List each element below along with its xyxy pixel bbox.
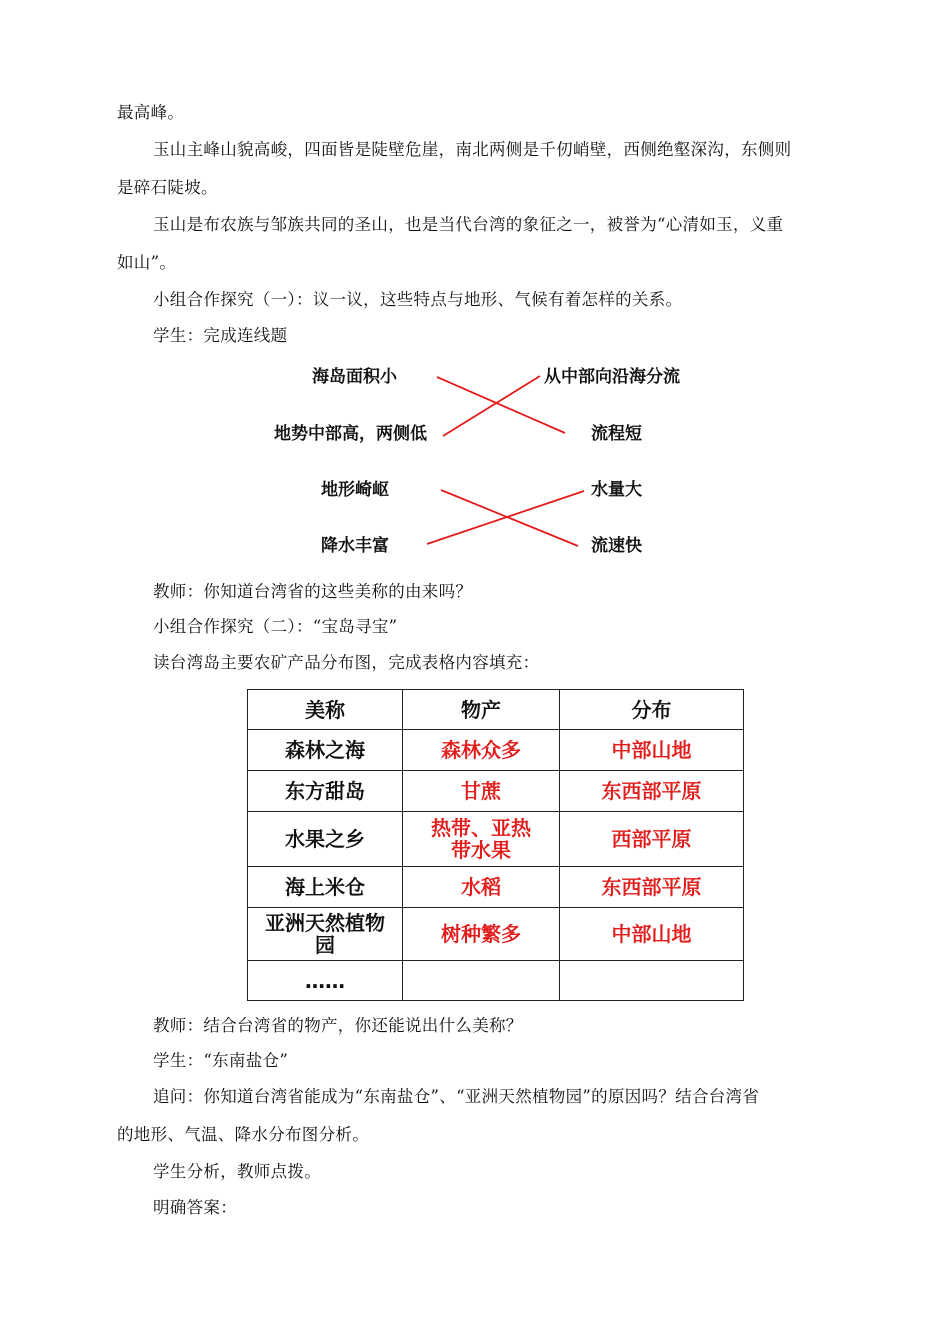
paragraph-line: 明确答案： xyxy=(153,1198,237,1217)
paragraph-line: 玉山主峰山貌高峻，四面皆是陡壁危崖，南北两侧是千仞峭壁，西侧绝壑深沟，东侧则 xyxy=(153,140,792,159)
paragraph-line: 学生分析，教师点拨。 xyxy=(153,1162,321,1181)
table-cell-product: 热带、亚热带水果 xyxy=(403,812,560,867)
paragraph-line: 读台湾岛主要农矿产品分布图，完成表格内容填充： xyxy=(153,653,540,672)
product-table xyxy=(247,689,744,1001)
paragraph-line: 追问：你知道台湾省能成为“东南盐仓”、“亚洲天然植物园”的原因吗？结合台湾省 xyxy=(153,1087,760,1106)
paragraph-line: 小组合作探究（二）：“宝岛寻宝” xyxy=(153,617,398,636)
match-right-item: 流速快 xyxy=(591,536,642,556)
match-line xyxy=(441,490,578,546)
match-left-item: 降水丰富 xyxy=(321,536,389,556)
paragraph-line: 学生：完成连线题 xyxy=(153,326,288,345)
match-line xyxy=(427,491,584,544)
table-cell-name: 森林之海 xyxy=(248,730,403,771)
table-cell-name: 亚洲天然植物园 xyxy=(248,908,403,961)
table-cell-area: 西部平原 xyxy=(560,812,744,867)
table-header-cell: 物产 xyxy=(403,690,560,730)
match-left-item: 地势中部高，两侧低 xyxy=(274,424,427,444)
table-cell-area xyxy=(560,961,744,1001)
paragraph-line: 小组合作探究（一）：议一议，这些特点与地形、气候有着怎样的关系。 xyxy=(153,290,683,309)
table-row xyxy=(248,961,744,1001)
table-cell-area: 东西部平原 xyxy=(560,867,744,908)
table-row xyxy=(248,771,744,812)
table-row xyxy=(248,730,744,771)
match-right-item: 流程短 xyxy=(591,424,642,444)
table-cell-product: 水稻 xyxy=(403,867,560,908)
match-left-item: 地形崎岖 xyxy=(321,480,389,500)
match-line xyxy=(443,376,540,436)
match-right-item: 从中部向沿海分流 xyxy=(544,367,680,387)
match-lines xyxy=(0,0,950,600)
table-cell-area: 中部山地 xyxy=(560,908,744,961)
table-cell-product: 树种繁多 xyxy=(403,908,560,961)
table-header-cell: 美称 xyxy=(248,690,403,730)
table-row xyxy=(248,867,744,908)
paragraph-line: 教师：你知道台湾省的这些美称的由来吗？ xyxy=(153,582,473,601)
paragraph-line: 玉山是布农族与邹族共同的圣山，也是当代台湾的象征之一，被誉为“心清如玉，义重 xyxy=(153,215,784,234)
paragraph-line: 最高峰。 xyxy=(117,103,185,122)
paragraph-line: 教师：结合台湾省的物产，你还能说出什么美称？ xyxy=(153,1016,523,1035)
match-right-item: 水量大 xyxy=(591,480,642,500)
table-cell-product xyxy=(403,961,560,1001)
table-cell-area: 东西部平原 xyxy=(560,771,744,812)
match-line xyxy=(437,377,565,433)
match-left-item: 海岛面积小 xyxy=(312,367,397,387)
table-row xyxy=(248,812,744,867)
paragraph-line: 学生：“东南盐仓” xyxy=(153,1051,289,1070)
table-cell-product: 森林众多 xyxy=(403,730,560,771)
table-cell-name: 水果之乡 xyxy=(248,812,403,867)
table-cell-area: 中部山地 xyxy=(560,730,744,771)
paragraph-line: 的地形、气温、降水分布图分析。 xyxy=(117,1125,369,1144)
table-header-row xyxy=(248,690,744,730)
paragraph-line: 如山”。 xyxy=(117,253,177,272)
table-row xyxy=(248,908,744,961)
table-cell-name: 东方甜岛 xyxy=(248,771,403,812)
table-header-cell: 分布 xyxy=(560,690,744,730)
table-cell-name: 海上米仓 xyxy=(248,867,403,908)
paragraph-line: 是碎石陡坡。 xyxy=(117,178,218,197)
table-cell-name: …… xyxy=(248,961,403,1001)
table-cell-product: 甘蔗 xyxy=(403,771,560,812)
